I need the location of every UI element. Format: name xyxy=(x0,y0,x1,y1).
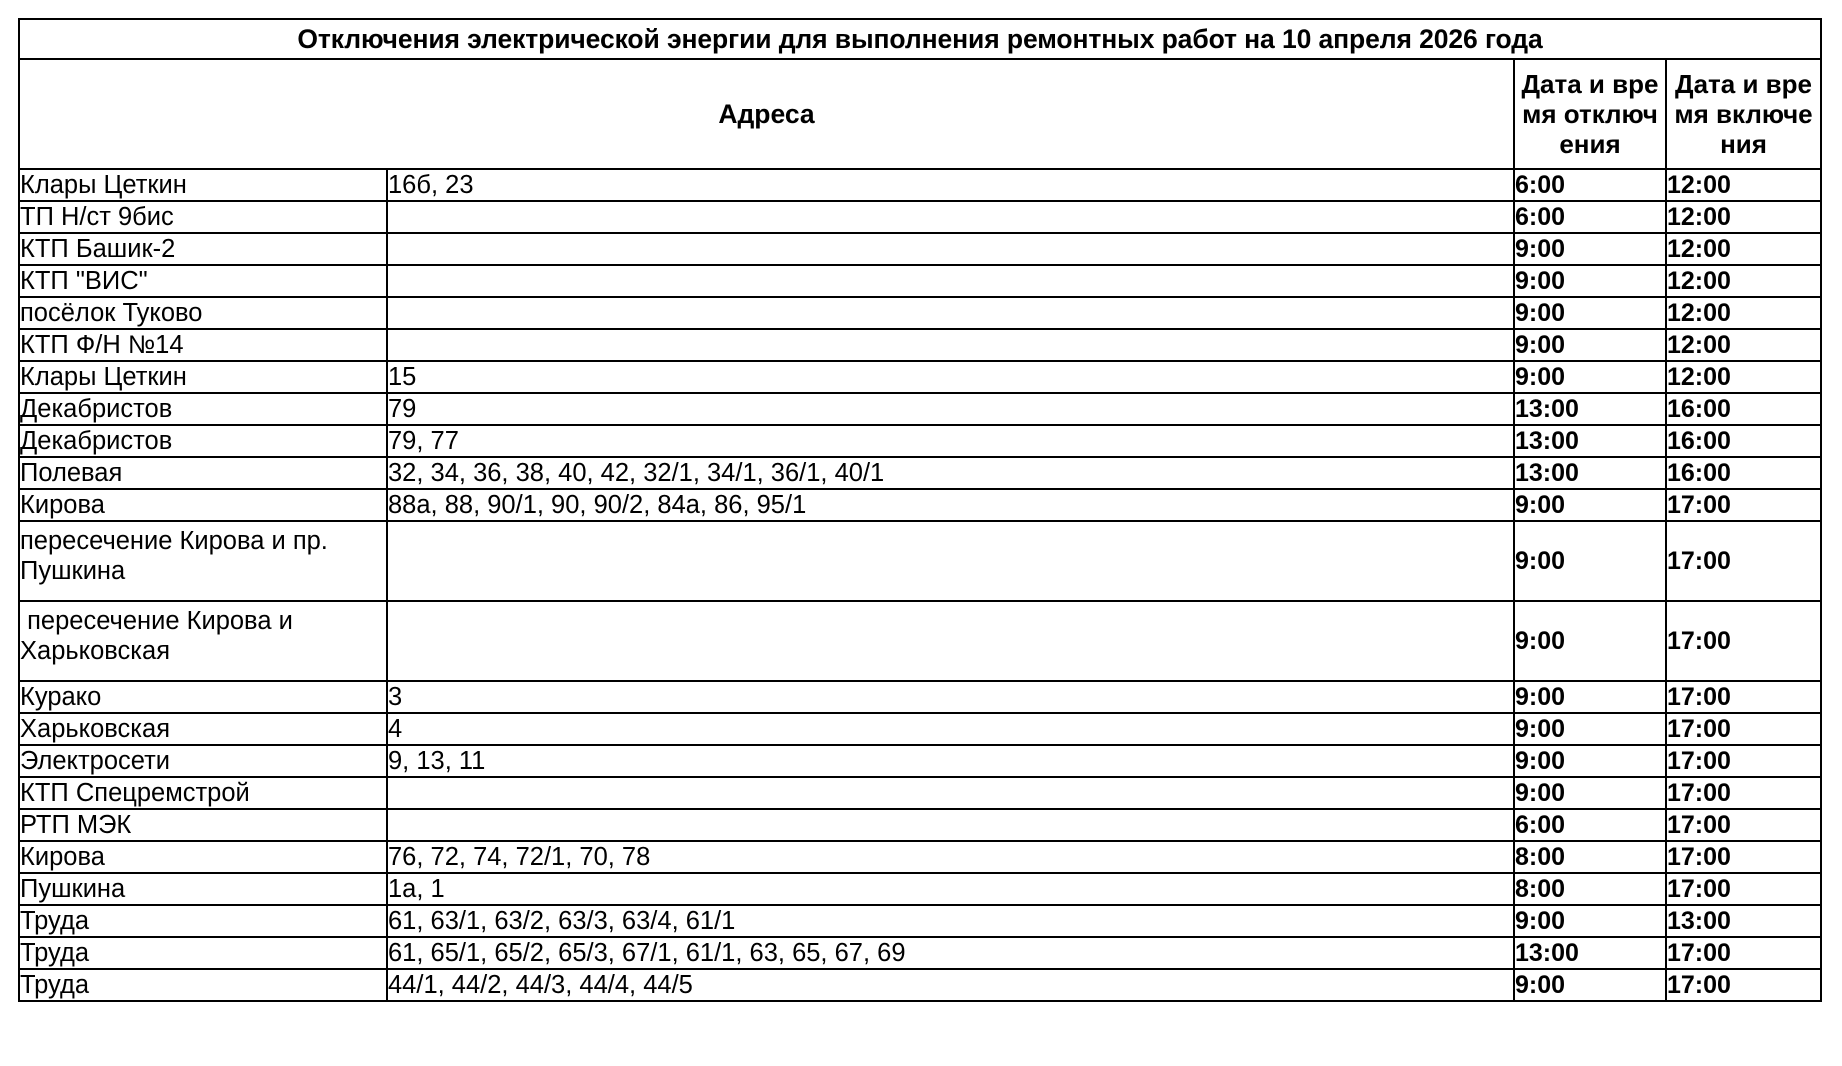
cell-houses: 79, 77 xyxy=(387,425,1514,457)
cell-houses: 61, 63/1, 63/2, 63/3, 63/4, 61/1 xyxy=(387,905,1514,937)
header-row xyxy=(19,59,1821,169)
table-row xyxy=(19,297,1821,329)
cell-time-on: 17:00 xyxy=(1666,809,1821,841)
table-row xyxy=(19,969,1821,1001)
cell-street: Кирова xyxy=(19,489,387,521)
cell-time-on: 16:00 xyxy=(1666,457,1821,489)
table-body xyxy=(19,19,1821,1001)
table-row xyxy=(19,601,1821,681)
cell-time-on: 17:00 xyxy=(1666,713,1821,745)
cell-time-off: 13:00 xyxy=(1514,425,1666,457)
cell-street: КТП Спецремстрой xyxy=(19,777,387,809)
cell-time-off: 9:00 xyxy=(1514,969,1666,1001)
cell-time-on: 16:00 xyxy=(1666,425,1821,457)
cell-street: Пушкина xyxy=(19,873,387,905)
cell-time-off: 9:00 xyxy=(1514,745,1666,777)
cell-time-on: 16:00 xyxy=(1666,393,1821,425)
cell-time-on: 12:00 xyxy=(1666,201,1821,233)
cell-time-off: 9:00 xyxy=(1514,521,1666,601)
cell-time-on: 12:00 xyxy=(1666,265,1821,297)
cell-houses: 4 xyxy=(387,713,1514,745)
cell-time-on: 12:00 xyxy=(1666,361,1821,393)
cell-houses: 1а, 1 xyxy=(387,873,1514,905)
cell-street: пересечение Кирова и Харьковская xyxy=(19,601,387,681)
cell-street: Кирова xyxy=(19,841,387,873)
cell-time-on: 17:00 xyxy=(1666,681,1821,713)
column-header-time-on: Дата и время включения xyxy=(1666,59,1821,169)
cell-time-off: 9:00 xyxy=(1514,681,1666,713)
table-row xyxy=(19,841,1821,873)
table-row xyxy=(19,745,1821,777)
cell-time-on: 17:00 xyxy=(1666,777,1821,809)
table-row xyxy=(19,425,1821,457)
cell-houses xyxy=(387,233,1514,265)
table-row xyxy=(19,521,1821,601)
cell-houses: 16б, 23 xyxy=(387,169,1514,201)
cell-street: Электросети xyxy=(19,745,387,777)
cell-time-off: 9:00 xyxy=(1514,777,1666,809)
cell-street: ТП Н/ст 9бис xyxy=(19,201,387,233)
cell-houses: 15 xyxy=(387,361,1514,393)
cell-time-off: 6:00 xyxy=(1514,169,1666,201)
cell-time-off: 13:00 xyxy=(1514,457,1666,489)
cell-time-off: 9:00 xyxy=(1514,297,1666,329)
table-row xyxy=(19,713,1821,745)
column-header-addresses: Адреса xyxy=(19,59,1514,169)
cell-time-on: 12:00 xyxy=(1666,169,1821,201)
cell-time-off: 9:00 xyxy=(1514,713,1666,745)
table-row xyxy=(19,681,1821,713)
cell-time-on: 12:00 xyxy=(1666,297,1821,329)
table-row xyxy=(19,777,1821,809)
table-row xyxy=(19,329,1821,361)
cell-time-off: 8:00 xyxy=(1514,841,1666,873)
cell-time-off: 9:00 xyxy=(1514,265,1666,297)
cell-time-off: 6:00 xyxy=(1514,809,1666,841)
table-row xyxy=(19,265,1821,297)
cell-houses xyxy=(387,265,1514,297)
cell-houses: 9, 13, 11 xyxy=(387,745,1514,777)
cell-street: Клары Цеткин xyxy=(19,169,387,201)
cell-street: РТП МЭК xyxy=(19,809,387,841)
cell-time-off: 9:00 xyxy=(1514,489,1666,521)
cell-houses: 3 xyxy=(387,681,1514,713)
cell-street: КТП Башик-2 xyxy=(19,233,387,265)
cell-street: Полевая xyxy=(19,457,387,489)
cell-time-on: 17:00 xyxy=(1666,601,1821,681)
cell-time-off: 9:00 xyxy=(1514,361,1666,393)
cell-houses xyxy=(387,601,1514,681)
table-row xyxy=(19,169,1821,201)
page-title: Отключения электрической энергии для выполнения ремонтных работ на 10 апреля 2026 года xyxy=(19,19,1821,59)
table-row xyxy=(19,361,1821,393)
cell-houses: 61, 65/1, 65/2, 65/3, 67/1, 61/1, 63, 65, 67, 69 xyxy=(387,937,1514,969)
cell-time-off: 9:00 xyxy=(1514,905,1666,937)
cell-houses xyxy=(387,329,1514,361)
cell-street: Труда xyxy=(19,937,387,969)
cell-houses: 44/1, 44/2, 44/3, 44/4, 44/5 xyxy=(387,969,1514,1001)
cell-time-on: 17:00 xyxy=(1666,969,1821,1001)
cell-street: пересечение Кирова и пр. Пушкина xyxy=(19,521,387,601)
cell-street: посёлок Туково xyxy=(19,297,387,329)
table-row xyxy=(19,809,1821,841)
table-row xyxy=(19,937,1821,969)
cell-houses xyxy=(387,297,1514,329)
cell-houses xyxy=(387,777,1514,809)
cell-houses xyxy=(387,521,1514,601)
table-row xyxy=(19,457,1821,489)
cell-street: Декабристов xyxy=(19,393,387,425)
cell-time-on: 13:00 xyxy=(1666,905,1821,937)
cell-time-on: 17:00 xyxy=(1666,745,1821,777)
cell-houses: 76, 72, 74, 72/1, 70, 78 xyxy=(387,841,1514,873)
title-row xyxy=(19,19,1821,59)
cell-time-on: 17:00 xyxy=(1666,937,1821,969)
cell-time-off: 8:00 xyxy=(1514,873,1666,905)
cell-houses: 88а, 88, 90/1, 90, 90/2, 84а, 86, 95/1 xyxy=(387,489,1514,521)
cell-time-on: 17:00 xyxy=(1666,873,1821,905)
cell-time-off: 13:00 xyxy=(1514,393,1666,425)
cell-time-on: 12:00 xyxy=(1666,233,1821,265)
table-row xyxy=(19,489,1821,521)
cell-houses xyxy=(387,809,1514,841)
cell-time-on: 17:00 xyxy=(1666,841,1821,873)
cell-street: КТП "ВИС" xyxy=(19,265,387,297)
cell-street: Харьковская xyxy=(19,713,387,745)
cell-time-off: 13:00 xyxy=(1514,937,1666,969)
table-row xyxy=(19,873,1821,905)
cell-time-off: 6:00 xyxy=(1514,201,1666,233)
cell-time-off: 9:00 xyxy=(1514,233,1666,265)
cell-time-off: 9:00 xyxy=(1514,601,1666,681)
cell-time-on: 17:00 xyxy=(1666,521,1821,601)
cell-street: Труда xyxy=(19,969,387,1001)
cell-street: Клары Цеткин xyxy=(19,361,387,393)
cell-time-off: 9:00 xyxy=(1514,329,1666,361)
cell-street: Труда xyxy=(19,905,387,937)
table-row xyxy=(19,233,1821,265)
cell-time-on: 17:00 xyxy=(1666,489,1821,521)
cell-houses: 79 xyxy=(387,393,1514,425)
cell-street: КТП Ф/Н №14 xyxy=(19,329,387,361)
cell-houses xyxy=(387,201,1514,233)
cell-street: Курако xyxy=(19,681,387,713)
table-row xyxy=(19,201,1821,233)
column-header-time-off: Дата и время отключения xyxy=(1514,59,1666,169)
cell-time-on: 12:00 xyxy=(1666,329,1821,361)
cell-houses: 32, 34, 36, 38, 40, 42, 32/1, 34/1, 36/1, 40/1 xyxy=(387,457,1514,489)
power-outage-table xyxy=(18,18,1822,1002)
table-row xyxy=(19,905,1821,937)
cell-street: Декабристов xyxy=(19,425,387,457)
table-row xyxy=(19,393,1821,425)
